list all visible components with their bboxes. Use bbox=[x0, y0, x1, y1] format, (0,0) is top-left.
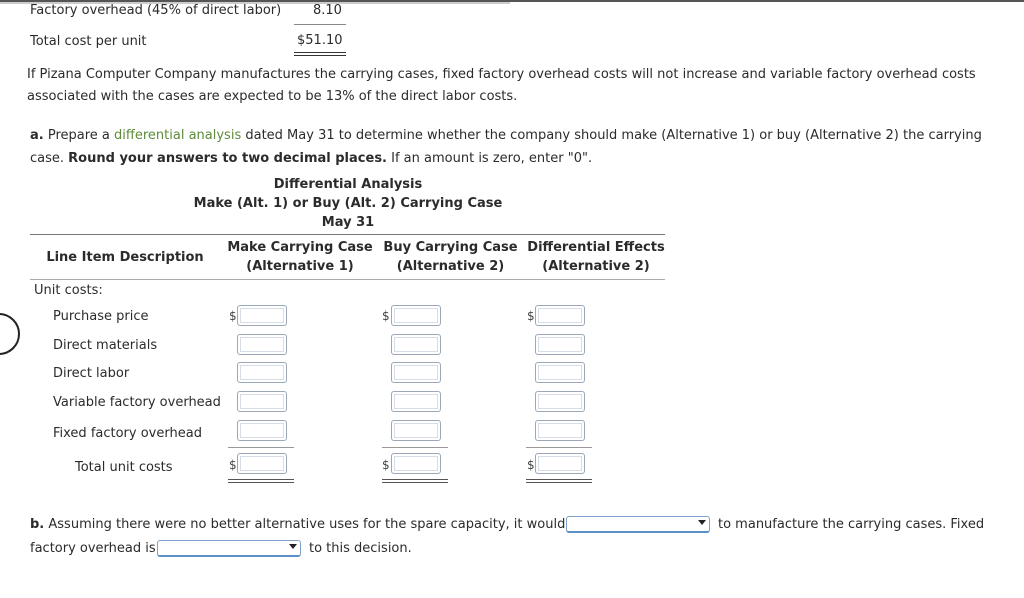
buy-total-input[interactable] bbox=[391, 453, 441, 474]
overhead-underline bbox=[294, 24, 346, 25]
currency-symbol: $ bbox=[382, 309, 390, 323]
make-variable-overhead-input[interactable] bbox=[237, 391, 287, 412]
part-a-line-1 bbox=[30, 129, 982, 142]
intro-line-1: If Pizana Computer Company manufactures the carrying cases, fixed factory overhead costs will not increase and variable factory overhead costs bbox=[27, 67, 976, 82]
currency-symbol: $ bbox=[229, 309, 237, 323]
col-header-make-1: Make Carrying Case bbox=[227, 240, 373, 255]
buy-direct-materials-input[interactable] bbox=[391, 334, 441, 355]
make-total-input[interactable] bbox=[237, 453, 287, 474]
row-label-variable-overhead: Variable factory overhead bbox=[53, 395, 221, 410]
row-label-fixed-overhead: Fixed factory overhead bbox=[53, 426, 202, 441]
diff-fixed-overhead-input[interactable] bbox=[535, 420, 585, 441]
currency-symbol: $ bbox=[382, 458, 390, 472]
buy-fixed-overhead-input[interactable] bbox=[391, 420, 441, 441]
row-label-direct-labor: Direct labor bbox=[53, 366, 130, 381]
overhead-value: 8.10 bbox=[313, 3, 342, 18]
diff-variable-overhead-input[interactable] bbox=[535, 391, 585, 412]
row-label-purchase-price: Purchase price bbox=[53, 309, 149, 324]
part-b-line-1 bbox=[30, 518, 565, 531]
diff-direct-labor-input[interactable] bbox=[535, 362, 585, 383]
total-cost-value: $51.10 bbox=[297, 33, 343, 48]
diff-purchase-price-input[interactable] bbox=[535, 305, 585, 326]
part-b-label: b. bbox=[30, 517, 45, 532]
diff-subtotal-rule bbox=[526, 447, 592, 448]
analysis-title: Differential Analysis bbox=[273, 177, 423, 192]
part-a-line-2 bbox=[30, 152, 592, 165]
buy-total-double-rule bbox=[382, 479, 448, 483]
part-a-pre-link: Prepare a bbox=[47, 128, 110, 143]
part-b-text-2: to manufacture the carrying cases. Fixed bbox=[718, 517, 985, 532]
part-a-label: a. bbox=[30, 128, 44, 143]
make-direct-materials-input[interactable] bbox=[237, 334, 287, 355]
buy-variable-overhead-input[interactable] bbox=[391, 391, 441, 412]
row-label-direct-materials: Direct materials bbox=[53, 338, 158, 353]
overhead-label: Factory overhead (45% of direct labor) bbox=[30, 3, 282, 18]
header-top-rule bbox=[30, 234, 665, 235]
col-header-diff-2: (Alternative 2) bbox=[542, 259, 650, 274]
row-focus-marker bbox=[0, 313, 20, 355]
col-header-diff-1: Differential Effects bbox=[527, 240, 665, 255]
total-double-underline-bottom bbox=[294, 55, 346, 56]
make-direct-labor-input[interactable] bbox=[237, 362, 287, 383]
currency-symbol: $ bbox=[229, 458, 237, 472]
make-total-double-rule bbox=[228, 479, 294, 483]
part-a-post-link: dated May 31 to determine whether the company should make (Alternative 1) or buy (Alternative 2) the carrying bbox=[245, 128, 982, 143]
intro-line-2: associated with the cases are expected to be 13% of the direct labor costs. bbox=[27, 89, 518, 104]
buy-direct-labor-input[interactable] bbox=[391, 362, 441, 383]
chevron-down-icon bbox=[289, 544, 297, 549]
differential-analysis-link[interactable]: differential analysis bbox=[114, 128, 242, 143]
fixed-overhead-relevance-select[interactable] bbox=[157, 540, 301, 557]
analysis-date: May 31 bbox=[321, 215, 375, 230]
section-unit-costs: Unit costs: bbox=[34, 283, 103, 298]
make-or-buy-select[interactable] bbox=[566, 516, 710, 533]
part-a-rounding-instruction: Round your answers to two decimal places. bbox=[68, 151, 387, 166]
part-b-text-1: Assuming there were no better alternative uses for the spare capacity, it would bbox=[48, 517, 566, 532]
col-header-make-2: (Alternative 1) bbox=[246, 259, 354, 274]
make-purchase-price-input[interactable] bbox=[237, 305, 287, 326]
part-a-zero-instruction: If an amount is zero, enter "0". bbox=[391, 151, 593, 166]
col-header-buy-2: (Alternative 2) bbox=[396, 259, 505, 274]
diff-total-double-rule bbox=[526, 479, 592, 483]
currency-symbol: $ bbox=[527, 309, 535, 323]
part-b-text-4: to this decision. bbox=[309, 541, 412, 556]
col-header-description: Line Item Description bbox=[46, 250, 204, 265]
part-b-text-3: factory overhead is bbox=[30, 541, 156, 556]
header-bottom-rule bbox=[30, 279, 665, 280]
total-double-underline-top bbox=[294, 52, 346, 53]
buy-subtotal-rule bbox=[382, 447, 448, 448]
buy-purchase-price-input[interactable] bbox=[391, 305, 441, 326]
make-fixed-overhead-input[interactable] bbox=[237, 420, 287, 441]
total-cost-label: Total cost per unit bbox=[30, 34, 147, 49]
analysis-subtitle: Make (Alt. 1) or Buy (Alt. 2) Carrying Case bbox=[193, 196, 503, 211]
chevron-down-icon bbox=[698, 520, 706, 525]
diff-total-input[interactable] bbox=[535, 453, 585, 474]
col-header-buy-1: Buy Carrying Case bbox=[383, 240, 518, 255]
part-a-line2-pre: case. bbox=[30, 151, 65, 166]
diff-direct-materials-input[interactable] bbox=[535, 334, 585, 355]
make-subtotal-rule bbox=[228, 447, 294, 448]
currency-symbol: $ bbox=[527, 458, 535, 472]
row-label-total-unit-costs: Total unit costs bbox=[75, 460, 173, 475]
